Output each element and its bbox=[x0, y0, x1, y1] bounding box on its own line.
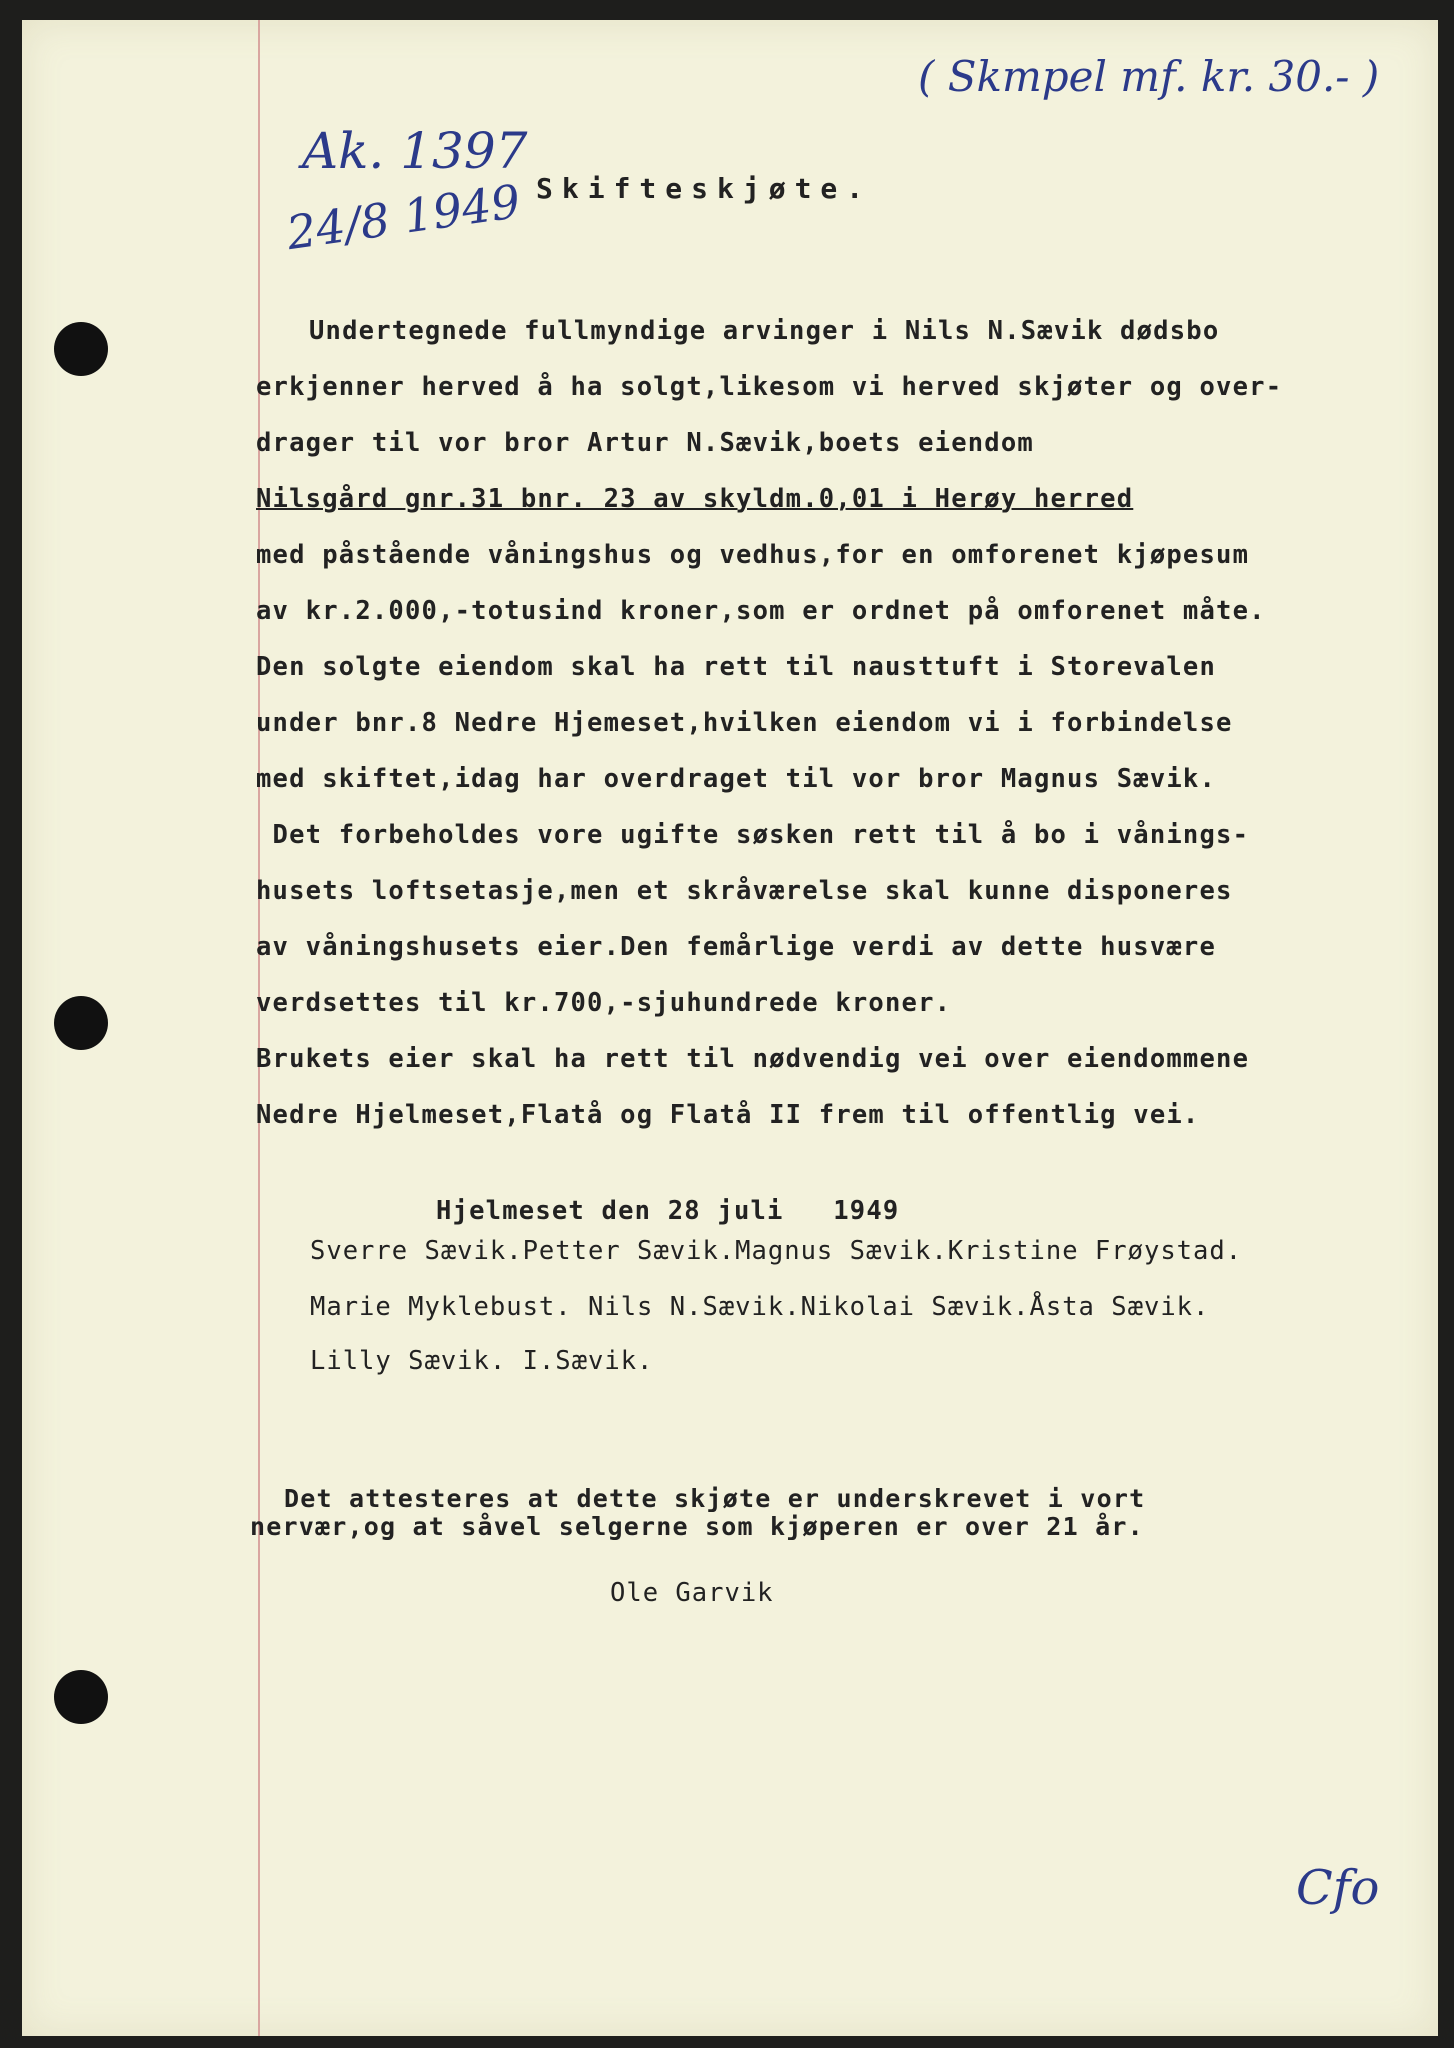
attestation-line: Det attesteres at dette skjøte er underskrevet i vort bbox=[284, 1484, 1146, 1513]
body-line: av våningshusets eier.Den femårlige verdi av dette husvære bbox=[256, 932, 1217, 962]
body-line: verdsettes til kr.700,-sjuhundrede kroner. bbox=[256, 988, 952, 1018]
body-line: med skiftet,idag har overdraget til vor bror Magnus Sævik. bbox=[256, 764, 1217, 794]
handwritten-reference-number: Ak. 1397 bbox=[302, 122, 528, 180]
punch-hole bbox=[54, 1670, 108, 1724]
attestation-line: nervær,og at såvel selgerne som kjøperen er over 21 år. bbox=[250, 1512, 1144, 1541]
signature-line: Lilly Sævik. I.Sævik. bbox=[310, 1346, 654, 1376]
body-line: drager til vor bror Artur N.Sævik,boets eiendom bbox=[256, 428, 1034, 458]
handwritten-initials: Cfo bbox=[1296, 1860, 1380, 1916]
punch-hole bbox=[54, 322, 108, 376]
place-date: Hjelmeset den 28 juli 1949 bbox=[436, 1196, 900, 1226]
document-title: Skifteskjøte. bbox=[536, 172, 873, 205]
punch-hole bbox=[54, 996, 108, 1050]
body-line: erkjenner herved å ha solgt,likesom vi herved skjøter og over- bbox=[256, 372, 1283, 402]
signature-line: Sverre Sævik.Petter Sævik.Magnus Sævik.Kristine Frøystad. bbox=[310, 1236, 1243, 1266]
handwritten-reference-date: 24/8 1949 bbox=[283, 173, 524, 261]
body-line: Undertegnede fullmyndige arvinger i Nils N.Sævik dødsbo bbox=[309, 316, 1220, 346]
body-line: Det forbeholdes vore ugifte søsken rett til å bo i vånings- bbox=[256, 820, 1250, 850]
witness-name: Ole Garvik bbox=[610, 1578, 774, 1608]
body-line: Den solgte eiendom skal ha rett til nausttuft i Storevalen bbox=[256, 652, 1217, 682]
body-line: av kr.2.000,-totusind kroner,som er ordnet på omforenet måte. bbox=[256, 596, 1266, 626]
body-line: Nedre Hjelmeset,Flatå og Flatå II frem til offentlig vei. bbox=[256, 1100, 1200, 1130]
body-line: Brukets eier skal ha rett til nødvendig vei over eiendommene bbox=[256, 1044, 1250, 1074]
property-line: Nilsgård gnr.31 bnr. 23 av skyldm.0,01 i Herøy herred bbox=[256, 484, 1134, 514]
body-line: husets loftsetasje,men et skråværelse skal kunne disponeres bbox=[256, 876, 1233, 906]
signature-line: Marie Myklebust. Nils N.Sævik.Nikolai Sævik.Åsta Sævik. bbox=[310, 1292, 1210, 1322]
body-line: under bnr.8 Nedre Hjemeset,hvilken eiendom vi i forbindelse bbox=[256, 708, 1233, 738]
handwritten-fee-note: ( Skmpel mf. kr. 30.- ) bbox=[918, 52, 1380, 101]
deed-body bbox=[254, 316, 1283, 1130]
body-line: med påstående våningshus og vedhus,for en omforenet kjøpesum bbox=[256, 540, 1250, 570]
